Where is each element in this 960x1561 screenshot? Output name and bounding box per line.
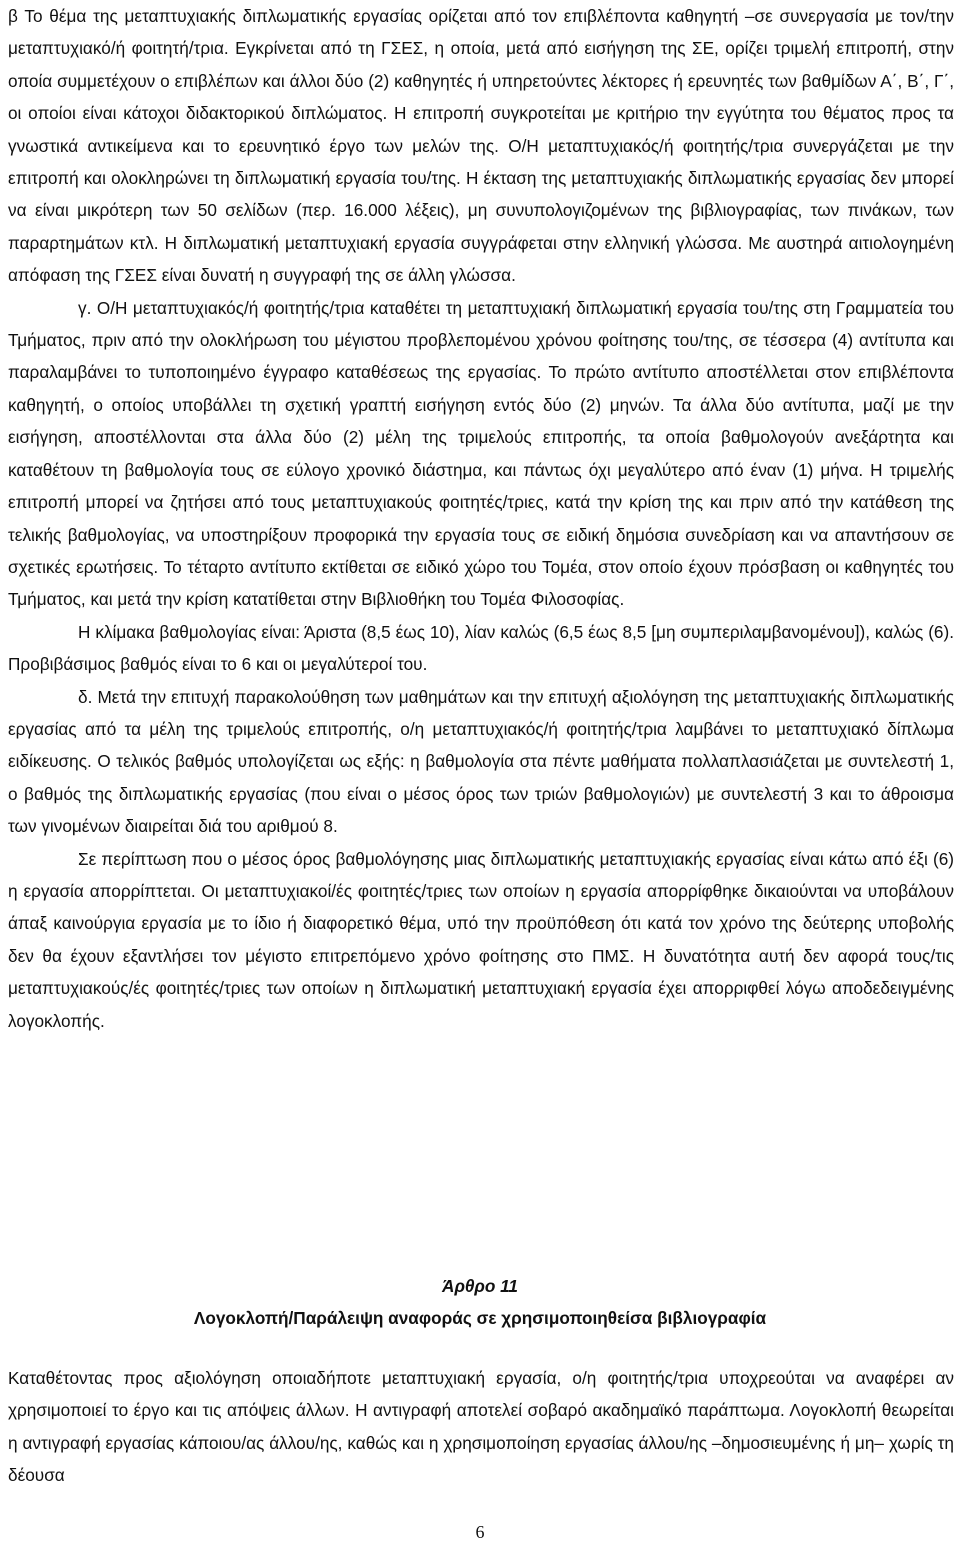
- article-paragraph: Καταθέτοντας προς αξιολόγηση οποιαδήποτε μεταπτυχιακή εργασία, ο/η φοιτητής/τρια υποχρεούται να αναφέρει αν χρησιμοποιεί το έργο και τις απόψεις άλλων. Η αντιγραφή αποτελεί σοβαρό ακαδημαϊκό παράπτωμα. Λογοκλοπή θεωρείται η αντιγραφή εργασίας κάποιου/ας άλλου/ης, καθώς και η χρησιμοποίηση εργασίας άλλου/ης –δημοσιευμένης ή μη– χωρίς τη δέουσα: [8, 1368, 954, 1486]
- article-number: Άρθρο 11: [442, 1276, 518, 1296]
- article-title: Λογοκλοπή/Παράλειψη αναφοράς σε χρησιμοποιηθείσα βιβλιογραφία: [193, 1308, 767, 1328]
- main-text-block: [8, 0, 954, 1037]
- paragraph-rejection: Σε περίπτωση που ο μέσος όρος βαθμολόγησης μιας διπλωματικής μεταπτυχιακής εργασίας είναι κάτω από έξι (6) η εργασία απορρίπτεται. Οι μεταπτυχιακοί/ές φοιτητές/τριες των οποίων η εργασία απορρίφθηκε δικαιούνται να υποβάλουν άπαξ καινούργια εργασία με το ίδιο ή διαφορετικό θέμα, υπό την προϋπόθεση ότι κατά τον χρόνο της δεύτερης υποβολής δεν θα έχουν εξαντλήσει τον μέγιστο επιτρεπόμενο χρόνο φοίτησης στο ΠΜΣ. Η δυνατότητα αυτή δεν αφορά τους/τις μεταπτυχιακούς/ές φοιτητές/τριες των οποίων η διπλωματική μεταπτυχιακή εργασία έχει απορριφθεί λόγω αποδεδειγμένης λογοκλοπής.: [8, 848, 954, 1031]
- page-number: 6: [475, 1522, 485, 1542]
- paragraph-grading-scale: Η κλίμακα βαθμολογίας είναι: Άριστα (8,5 έως 10), λίαν καλώς (6,5 έως 8,5 [μη συμπεριλαμβανομένου]), καλώς (6). Προβιβάσιμος βαθμός είναι το 6 και οι μεγαλύτεροί του.: [8, 621, 954, 675]
- paragraph-b: β Το θέμα της μεταπτυχιακής διπλωματικής εργασίας ορίζεται από τον επιβλέποντα καθηγητή –σε συνεργασία με τον/την μεταπτυχιακό/ή φοιτητή/τρια. Εγκρίνεται από τη ΓΣΕΣ, η οποία, μετά από εισήγηση της ΣΕ, ορίζει τριμελή επιτροπή, στην οποία συμμετέχουν ο επιβλέπων και άλλοι δύο (2) καθηγητές ή υπηρετούντες λέκτορες ή ερευνητές των βαθμίδων Α΄, Β΄, Γ΄, οι οποίοι είναι κάτοχοι διδακτορικού διπλώματος. Η επιτροπή συγκροτείται με κριτήριο την εγγύτητα του θέματος προς τα γνωστικά αντικείμενα και το ερευνητικό έργο των μελών της. Ο/Η μεταπτυχιακός/ή φοιτητής/τρια συνεργάζεται με την επιτροπή και ολοκληρώνει τη διπλωματική εργασία του/της. Η έκταση της μεταπτυχιακής διπλωματικής εργασίας δεν μπορεί να είναι μικρότερη των 50 σελίδων (περ. 16.000 λέξεις), μη συνυπολογιζομένων της βιβλιογραφίας, των πινάκων, των παραρτημάτων κτλ. Η διπλωματική μεταπτυχιακή εργασία συγγράφεται στην ελληνική γλώσσα. Με αυστηρά αιτιολογημένη απόφαση της ΓΣΕΣ είναι δυνατή η συγγραφή της σε άλλη γλώσσα.: [8, 6, 954, 286]
- article-text-block: [8, 1362, 954, 1492]
- article-heading: [0, 1270, 960, 1334]
- paragraph-c: γ. Ο/Η μεταπτυχιακός/ή φοιτητής/τρια καταθέτει τη μεταπτυχιακή διπλωματική εργασία του/της στη Γραμματεία του Τμήματος, πριν από την ολοκλήρωση του μέγιστου προβλεπομένου χρόνου φοίτησης του/της, σε τέσσερα (4) αντίτυπα και παραλαμβάνει το τυποποιημένο έγγραφο καταθέσεως της εργασίας. Το πρώτο αντίτυπο αποστέλλεται στον επιβλέποντα καθηγητή, ο οποίος υποβάλλει τη σχετική γραπτή εισήγηση εντός δύο (2) μηνών. Τα άλλα δύο αντίτυπα, μαζί με την εισήγηση, αποστέλλονται στα άλλα δύο (2) μέλη της τριμελούς επιτροπής, τα οποία βαθμολογούν ανεξάρτητα και καταθέτουν τη βαθμολογία τους σε εύλογο χρονικό διάστημα, και πάντως όχι μεγαλύτερο από έναν (1) μήνα. Η τριμελής επιτροπή μπορεί να ζητήσει από τους μεταπτυχιακούς φοιτητές/τριες, κατά την κρίση της και πριν από την κατάθεση της τελικής βαθμολογίας, να υποστηρίξουν προφορικά την εργασία τους σε ειδική δημόσια συνεδρίαση και να απαντήσουν σε σχετικές ερωτήσεις. Το τέταρτο αντίτυπο εκτίθεται σε ειδικό χώρο του Τομέα, στον οποίο έχουν πρόσβαση οι καθηγητές του Τμήματος, και μετά την κρίση κατατίθεται στην Βιβλιοθήκη του Τομέα Φιλοσοφίας.: [8, 297, 954, 610]
- paragraph-d: δ. Μετά την επιτυχή παρακολούθηση των μαθημάτων και την επιτυχή αξιολόγηση της μεταπτυχιακής διπλωματικής εργασίας από τα μέλη της τριμελούς επιτροπής, ο/η μεταπτυχιακός/ή φοιτητής/τρια λαμβάνει το μεταπτυχιακό δίπλωμα ειδίκευσης. Ο τελικός βαθμός υπολογίζεται ως εξής: η βαθμολογία στα πέντε μαθήματα πολλαπλασιάζεται με συντελεστή 1, ο βαθμός της διπλωματικής εργασίας (που είναι ο μέσος όρος των τριών βαθμολογιών) με συντελεστή 3 και το άθροισμα των γινομένων διαιρείται διά του αριθμού 8.: [8, 686, 954, 837]
